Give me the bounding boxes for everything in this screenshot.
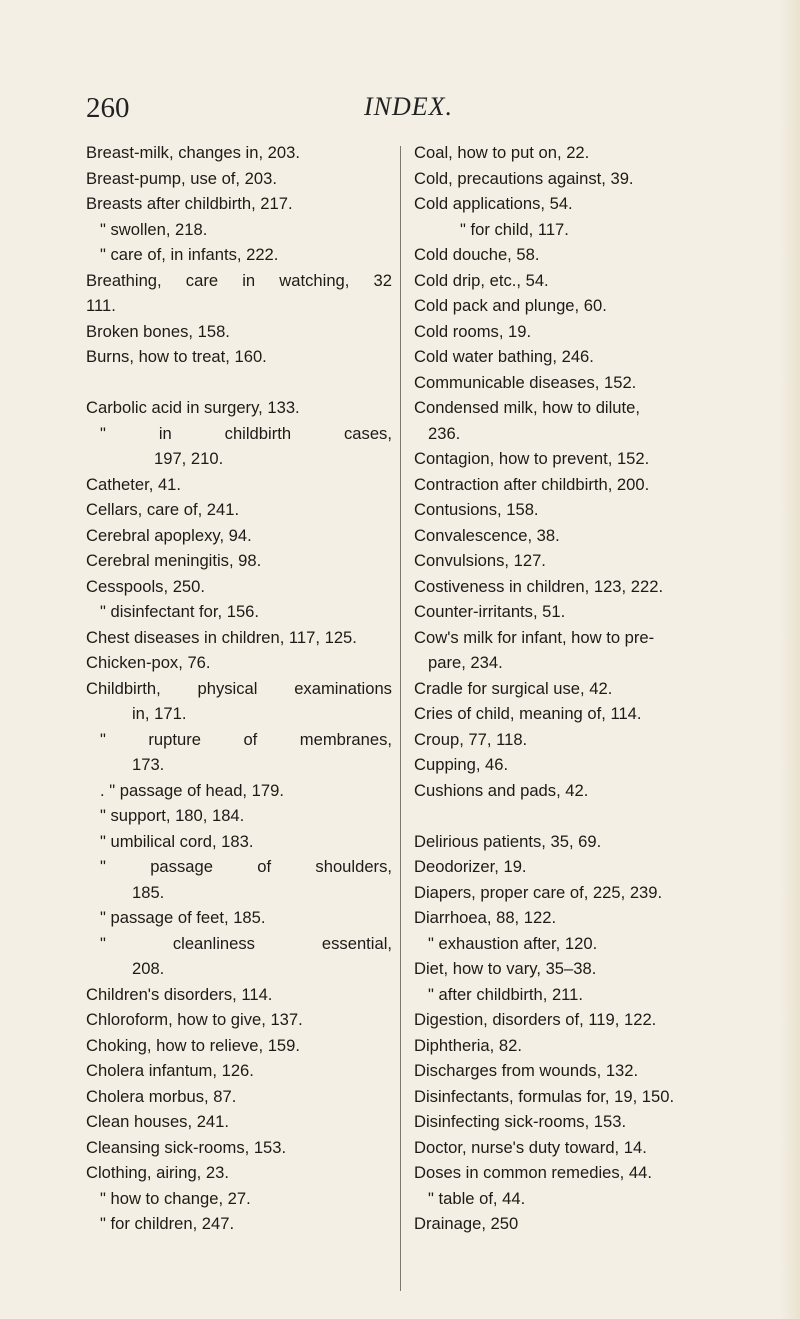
- index-entry: Costiveness in children, 123, 222.: [414, 576, 664, 596]
- index-entry: Cupping, 46.: [414, 755, 509, 774]
- index-entry: pare, 234.: [428, 653, 503, 672]
- index-entry: Clean houses, 241.: [86, 1112, 229, 1131]
- index-word: passage: [150, 857, 213, 876]
- index-entry: " for child, 117.: [460, 219, 569, 239]
- index-entry: Children's disorders, 114.: [86, 984, 273, 1004]
- index-word: ": [100, 423, 106, 443]
- index-entry: Cow's milk for infant, how to pre-: [414, 627, 655, 647]
- index-entry: Diet, how to vary, 35–38.: [414, 959, 597, 978]
- index-entry: Chest diseases in children, 117, 125.: [86, 627, 357, 647]
- index-column-right: [414, 140, 714, 1237]
- index-word: examinations: [294, 678, 392, 698]
- index-entry: Cellars, care of, 241.: [86, 500, 240, 519]
- index-entry: 185.: [132, 882, 165, 902]
- index-word: Childbirth,: [86, 678, 161, 698]
- index-word: cases,: [344, 423, 392, 443]
- index-word: 32: [373, 270, 392, 290]
- index-entry: Cold drip, etc., 54.: [414, 270, 549, 290]
- index-entry: [86, 421, 392, 447]
- index-word: of: [257, 857, 272, 876]
- index-entry: Disinfectants, formulas for, 19, 150.: [414, 1086, 675, 1106]
- index-entry: " exhaustion after, 120.: [428, 933, 598, 953]
- index-entry: Breast-pump, use of, 203.: [86, 168, 277, 188]
- index-entry: 236.: [428, 423, 461, 443]
- index-word: in: [158, 423, 172, 443]
- page-edge-shadow: [780, 0, 800, 1319]
- index-entry: Convalescence, 38.: [414, 525, 560, 545]
- page-number: 260: [86, 92, 130, 124]
- index-entry: Clothing, airing, 23.: [86, 1163, 229, 1182]
- index-entry: Convulsions, 127.: [414, 551, 546, 570]
- index-entry: Diphtheria, 82.: [414, 1035, 522, 1055]
- index-word: ": [100, 857, 106, 876]
- index-entry: " how to change, 27.: [100, 1188, 251, 1208]
- index-entry: Croup, 77, 118.: [414, 729, 528, 749]
- index-entry: Communicable diseases, 152.: [414, 372, 637, 392]
- index-word: of: [243, 729, 258, 749]
- section-gap: [86, 370, 392, 396]
- index-word: shoulders,: [315, 857, 392, 876]
- index-entry: " for children, 247.: [100, 1214, 235, 1233]
- running-head: INDEX.: [364, 92, 454, 121]
- index-entry: Cleansing sick-rooms, 153.: [86, 1137, 287, 1157]
- index-entry: Carbolic acid in surgery, 133.: [86, 398, 300, 417]
- index-entry: Cerebral meningitis, 98.: [86, 551, 262, 570]
- index-entry: Drainage, 250: [414, 1214, 519, 1233]
- column-divider: [400, 146, 401, 1291]
- index-entry: " support, 180, 184.: [100, 806, 245, 825]
- index-entry: " after childbirth, 211.: [428, 984, 584, 1004]
- index-word: in: [242, 270, 256, 290]
- index-entry: [86, 268, 392, 294]
- index-entry: " disinfectant for, 156.: [100, 602, 260, 621]
- index-entry: Cholera infantum, 126.: [86, 1061, 254, 1080]
- index-entry: " umbilical cord, 183.: [100, 831, 254, 851]
- index-entry: Cesspools, 250.: [86, 576, 205, 596]
- index-entry: Breasts after childbirth, 217.: [86, 194, 293, 213]
- index-entry: Cradle for surgical use, 42.: [414, 678, 613, 698]
- index-entry: Cold water bathing, 246.: [414, 347, 594, 366]
- index-word: watching,: [279, 270, 350, 290]
- index-entry: Contraction after childbirth, 200.: [414, 474, 650, 494]
- index-entry: Cold applications, 54.: [414, 194, 573, 213]
- index-entry: Diapers, proper care of, 225, 239.: [414, 882, 663, 902]
- index-entry: Cold rooms, 19.: [414, 321, 532, 341]
- index-entry: Deodorizer, 19.: [414, 857, 527, 876]
- index-word: membranes,: [299, 729, 392, 749]
- index-entry: Cold douche, 58.: [414, 245, 540, 264]
- index-word: physical: [197, 678, 258, 698]
- index-entry: 208.: [132, 959, 165, 978]
- index-column-left: [86, 140, 392, 1237]
- index-entry: Disinfecting sick-rooms, 153.: [414, 1112, 627, 1131]
- index-word: ": [100, 729, 106, 749]
- index-entry: [86, 931, 392, 957]
- index-entry: [86, 854, 392, 880]
- index-entry: Cushions and pads, 42.: [414, 780, 589, 800]
- index-entry: [86, 676, 392, 702]
- index-entry: Doctor, nurse's duty toward, 14.: [414, 1137, 647, 1157]
- index-word: rupture: [148, 729, 201, 749]
- index-entry: Catheter, 41.: [86, 474, 182, 494]
- section-gap: [414, 803, 714, 829]
- index-word: essential,: [321, 933, 392, 953]
- index-entry: Broken bones, 158.: [86, 321, 230, 341]
- index-entry: Cries of child, meaning of, 114.: [414, 704, 642, 723]
- index-entry: Delirious patients, 35, 69.: [414, 831, 602, 851]
- index-entry: Choking, how to relieve, 159.: [86, 1035, 301, 1055]
- index-entry: . " passage of head, 179.: [100, 780, 284, 800]
- index-entry: Cerebral apoplexy, 94.: [86, 525, 252, 545]
- index-entry: " swollen, 218.: [100, 219, 208, 239]
- index-entry: in, 171.: [132, 704, 187, 723]
- index-word: cleanliness: [172, 933, 255, 953]
- page-header: [0, 92, 800, 128]
- index-entry: Coal, how to put on, 22.: [414, 143, 590, 162]
- index-entry: Cholera morbus, 87.: [86, 1086, 237, 1106]
- index-entry: Diarrhoea, 88, 122.: [414, 908, 557, 927]
- index-entry: Doses in common remedies, 44.: [414, 1163, 652, 1182]
- index-entry: Digestion, disorders of, 119, 122.: [414, 1010, 657, 1029]
- index-entry: Cold pack and plunge, 60.: [414, 296, 607, 315]
- index-entry: Discharges from wounds, 132.: [414, 1061, 639, 1080]
- index-entry: [86, 727, 392, 753]
- index-word: childbirth: [224, 423, 292, 443]
- index-entry: Counter-irritants, 51.: [414, 602, 566, 621]
- index-entry: Contusions, 158.: [414, 500, 539, 519]
- index-entry: " care of, in infants, 222.: [100, 245, 279, 264]
- index-word: ": [100, 933, 106, 953]
- index-entry: 197, 210.: [154, 449, 224, 468]
- index-entry: Contagion, how to prevent, 152.: [414, 449, 650, 468]
- index-entry: 173.: [132, 755, 165, 774]
- index-entry: " passage of feet, 185.: [100, 908, 266, 927]
- index-word: care: [185, 270, 219, 290]
- index-entry: Chloroform, how to give, 137.: [86, 1010, 303, 1029]
- index-entry: Chicken-pox, 76.: [86, 653, 211, 672]
- index-entry: Breast-milk, changes in, 203.: [86, 143, 300, 162]
- index-entry: " table of, 44.: [428, 1188, 526, 1208]
- index-entry: Condensed milk, how to dilute,: [414, 398, 640, 417]
- index-entry: 111.: [86, 296, 116, 315]
- index-entry: Burns, how to treat, 160.: [86, 347, 267, 366]
- index-word: Breathing,: [86, 270, 162, 290]
- index-entry: Cold, precautions against, 39.: [414, 168, 634, 188]
